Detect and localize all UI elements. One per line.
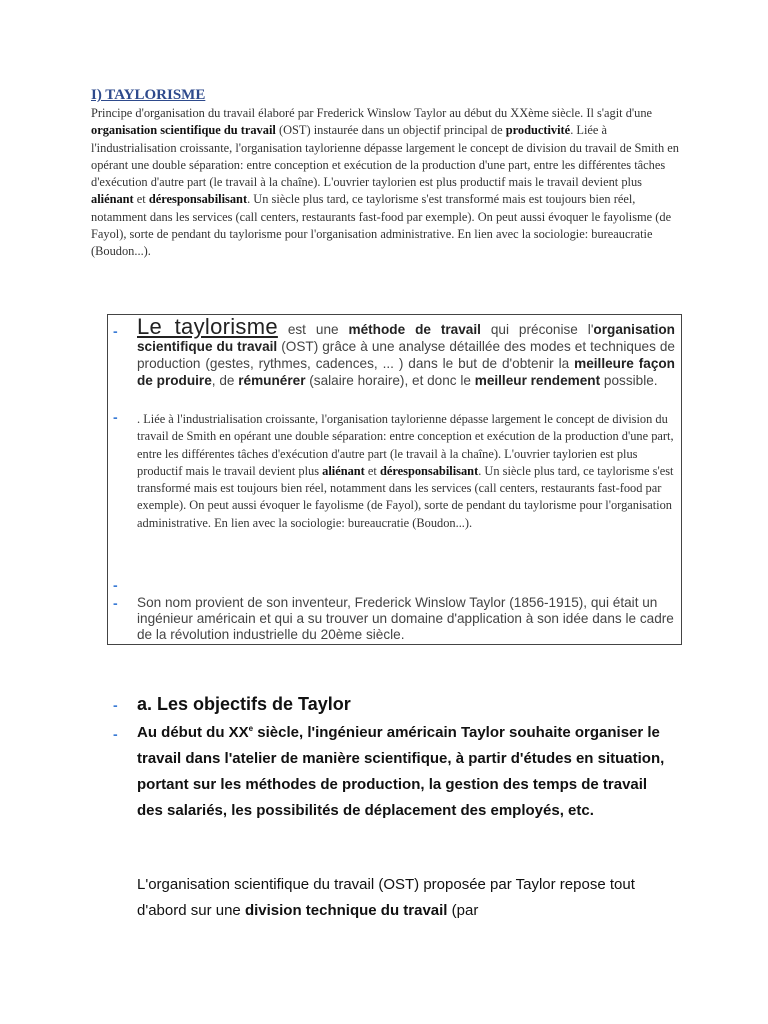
section-title: I) TAYLORISME — [91, 87, 206, 103]
bold-ost: organisation scientifique du travail — [137, 322, 675, 354]
box-bullet-1: - — [113, 323, 118, 339]
para-text: Au début du XX — [137, 724, 249, 741]
bold-division-technique: division technique du travail — [244, 902, 448, 919]
box-bullet-3: - — [113, 577, 118, 593]
box-text: . Un siècle plus tard, ce taylorisme s'est transformé mais est toujours bien réel, notamment dans les services (call centers, restaurants fast-food par exemple). On peut aussi évoquer le fayolisme (de Fayol), sorte de pendant du taylorisme pour l'organisation administrative. En lien avec la sociologie: bureaucratie (Boudon...). — [137, 463, 674, 530]
intro-paragraph — [91, 105, 683, 261]
section-a-bullet-1: - — [113, 697, 118, 713]
intro-text: . Liée à l'industrialisation croissante, l'organisation taylorienne dépasse largement le concept de division du travail de Smith en opérant une double séparation: entre conception et exécution de la production d'une part, entre les différentes tâches d'exécution d'autre part (le travail à la chaîne). L'ouvrier taylorien est plus productif mais le travail devient plus — [91, 123, 679, 190]
box-text: (salaire horaire), et donc le — [305, 373, 475, 388]
para-text: L'organisation scientifique du travail (OST) proposée par Taylor repose tout d'abord sur une — [137, 876, 635, 919]
section-a-heading: a. Les objectifs de Taylor — [137, 694, 351, 714]
para-text: (par — [447, 902, 479, 919]
section-a-paragraph-2 — [137, 872, 677, 924]
box-text: . Liée à l'industrialisation croissante, l'organisation taylorienne dépasse largement le concept de division du travail de Smith en opérant une double séparation: entre conception et exécution de la production d'une part, entre les différentes tâches d'exécution d'autre part (le travail à la chaîne). L'ouvrier taylorien est plus productif mais le travail devient plus — [137, 412, 674, 478]
section-a-paragraph-1 — [137, 720, 677, 824]
bold-alienant: aliénant — [322, 463, 365, 478]
box-item-heading: Le taylorisme — [137, 314, 278, 339]
box-text: , de — [211, 373, 239, 388]
box-item-origin: Son nom provient de son inventeur, Frederick Winslow Taylor (1856-1915), qui était un ingénieur américain et qui a su trouver un domaine d'application à son idée dans le cadre de la révolution industrielle du 20ème siècle. — [137, 595, 674, 642]
bold-meilleure-facon: meilleure façon de produire — [137, 356, 675, 388]
box-item-industrialisation — [137, 411, 677, 532]
box-bullet-2: - — [113, 409, 118, 425]
bold-methode-de-travail: méthode de travail — [348, 322, 481, 337]
intro-text: . Un siècle plus tard, ce taylorisme s'est transformé mais est toujours bien réel, notamment dans les services (call centers, restaurants fast-food par exemple). On peut aussi évoquer le fayolisme (de Fayol), sorte de pendant du taylorisme pour l'organisation administrative. En lien avec la sociologie: bureaucratie (Boudon...). — [91, 192, 672, 259]
box-text: et — [364, 463, 380, 478]
box-text: possible. — [600, 373, 658, 388]
box-text: qui préconise l' — [480, 322, 594, 337]
intro-text: (OST) instaurée dans un objectif principal de — [275, 123, 506, 138]
bold-remunerer: rémunérer — [238, 373, 306, 388]
intro-bold-ost: organisation scientifique du travail — [91, 123, 276, 138]
section-a-bullet-2: - — [113, 726, 118, 742]
box-text: (OST) grâce à une analyse détaillée des modes et techniques de production (gestes, rythmes, cadences, ... ) dans le but de d'obtenir la — [137, 339, 675, 371]
century-superscript: e — [248, 724, 254, 733]
intro-bold-alienant: aliénant — [91, 192, 134, 207]
intro-bold-deresponsabilisant: déresponsabilisant — [148, 192, 248, 207]
intro-text: et — [133, 192, 149, 207]
bold-meilleur-rendement: meilleur rendement — [474, 373, 601, 388]
box-item-definition — [137, 314, 675, 389]
box-bullet-4: - — [113, 595, 118, 611]
intro-bold-productivite: productivité — [505, 123, 571, 138]
bold-deresponsabilisant: déresponsabilisant — [379, 463, 479, 478]
intro-text: Principe d'organisation du travail élaboré par Frederick Winslow Taylor au début du XXème siècle. Il s'agit d'une — [91, 106, 653, 120]
box-text: est une — [277, 322, 349, 337]
para-text: siècle, l'ingénieur américain Taylor souhaite organiser le travail dans l'atelier de manière scientifique, à partir d'études en situation, portant sur les méthodes de production, la gestion des temps de travail des salariés, les possibilités de déplacement des employés, etc. — [137, 724, 665, 819]
